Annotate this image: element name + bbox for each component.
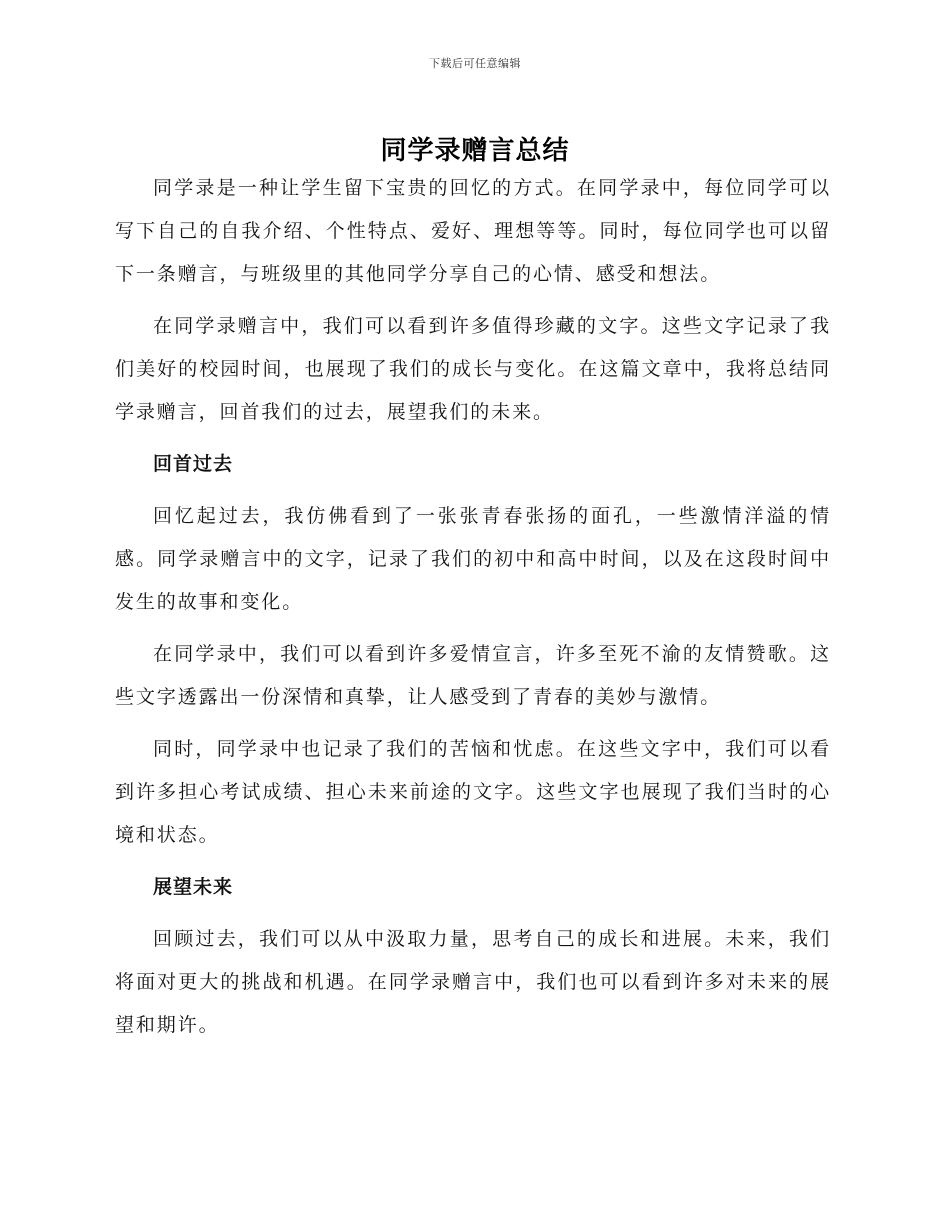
document-body	[115, 167, 831, 1056]
past-paragraph-1: 回忆起过去，我仿佛看到了一张张青春张扬的面孔，一些激情洋溢的情感。同学录赠言中的文字，记录了我们的初中和高中时间，以及在这段时间中发生的故事和变化。	[115, 505, 831, 613]
document-title: 同学录赠言总结	[380, 136, 570, 166]
past-paragraph-2: 在同学录中，我们可以看到许多爱情宣言，许多至死不渝的友情赞歌。这些文字透露出一份深情和真挚，让人感受到了青春的美妙与激情。	[115, 643, 831, 708]
section-heading-future: 展望未来	[153, 876, 234, 898]
future-paragraph-1: 回顾过去，我们可以从中汲取力量，思考自己的成长和进展。未来，我们将面对更大的挑战和机遇。在同学录赠言中，我们也可以看到许多对未来的展望和期许。	[115, 928, 831, 1036]
section-heading-past: 回首过去	[153, 453, 234, 475]
intro-paragraph-2: 在同学录赠言中，我们可以看到许多值得珍藏的文字。这些文字记录了我们美好的校园时间，也展现了我们的成长与变化。在这篇文章中，我将总结同学录赠言，回首我们的过去，展望我们的未来。	[115, 315, 831, 423]
intro-paragraph-1: 同学录是一种让学生留下宝贵的回忆的方式。在同学录中，每位同学可以写下自己的自我介绍、个性特点、爱好、理想等等。同时，每位同学也可以留下一条赠言，与班级里的其他同学分享自己的心情、感受和想法。	[115, 177, 831, 285]
page-header-note: 下载后可任意编辑	[429, 57, 521, 70]
past-paragraph-3: 同时，同学录中也记录了我们的苦恼和忧虑。在这些文字中，我们可以看到许多担心考试成绩、担心未来前途的文字。这些文字也展现了我们当时的心境和状态。	[115, 738, 831, 846]
